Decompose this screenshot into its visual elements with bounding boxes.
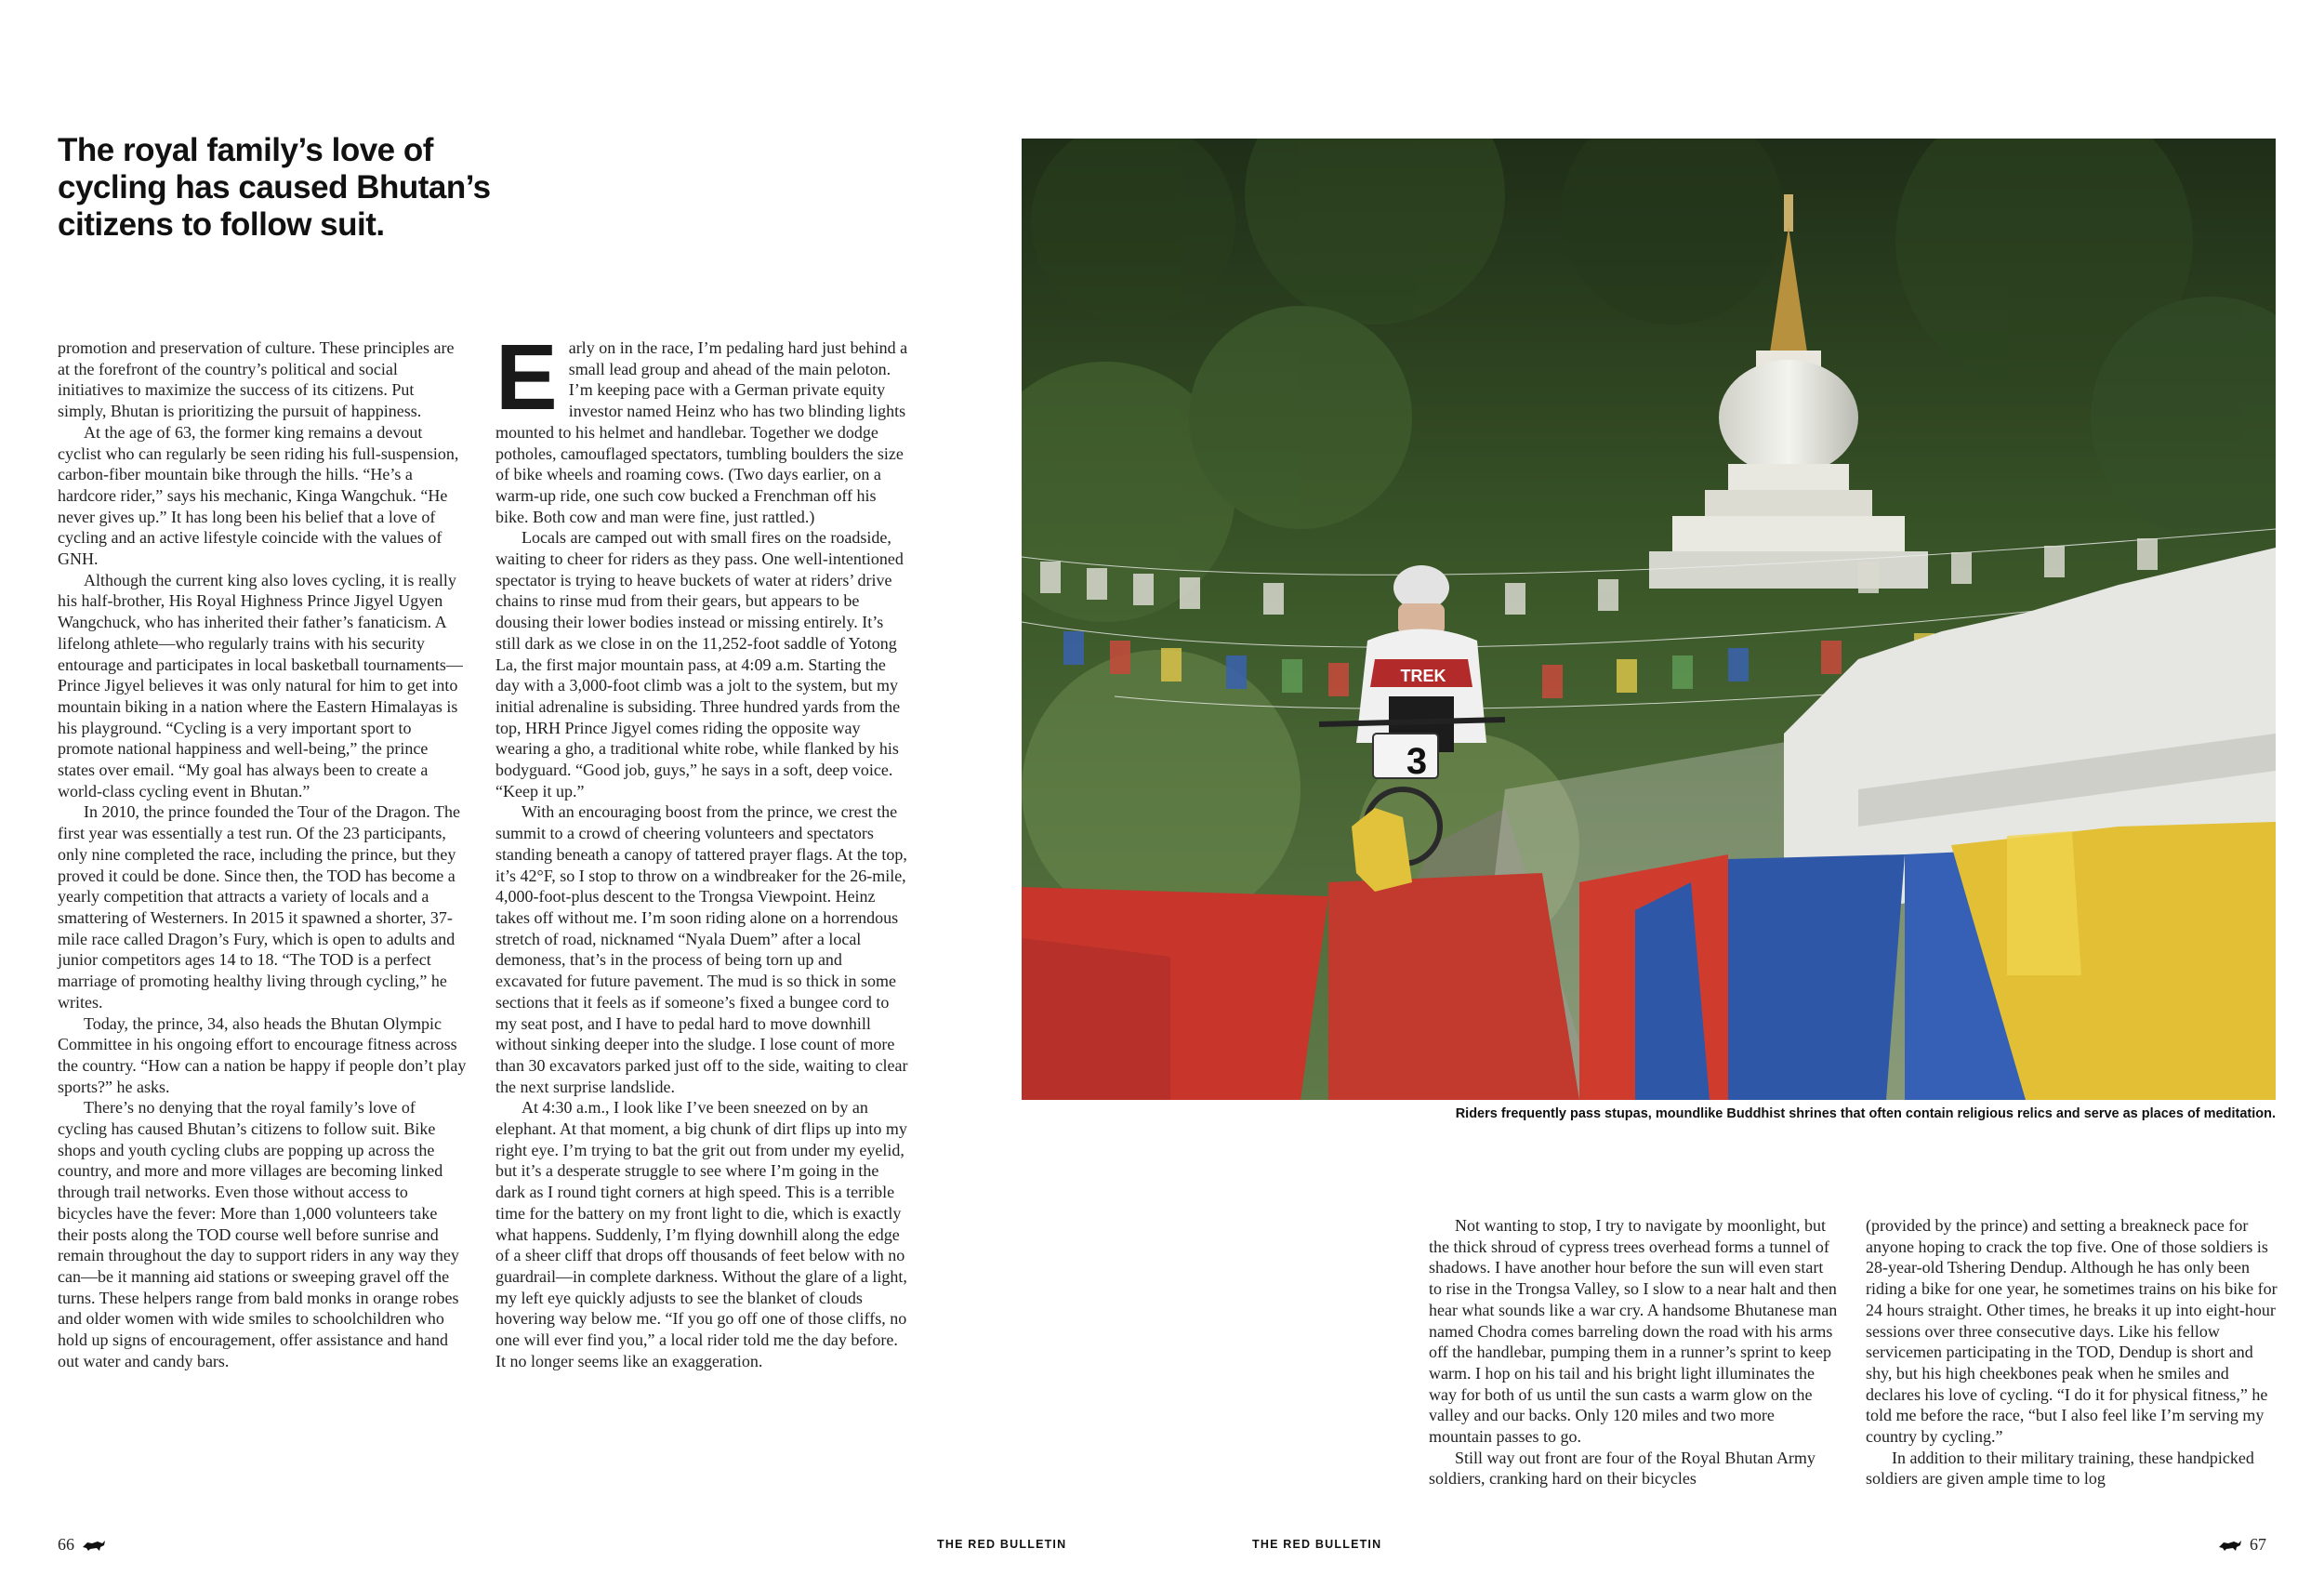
drop-cap: E (495, 325, 558, 430)
paragraph: (provided by the prince) and setting a breakneck pace for anyone hoping to crack the top five. One of those soldiers is 28-year-old Tshering Dendup. Although he has only been riding a bike for one year, he sometimes trains on his bike for 24 hours straight. Other times, he breaks it up into eight-hour sessions over three consecutive days. Like his fellow servicemen participating in the TOD, Dendup is short and shy, but his high cheekbones peak when he smiles and declares his love of cycling. “I do it for physical fitness,” he told me before the race, “but I also feel like I’m serving my country by cycling.” (1866, 1216, 2278, 1447)
paragraph: promotion and preservation of culture. These principles are at the forefront of the country’s political and social initiatives to maximize the success of its citizens. Put simply, Bhutan is prioritizing the pursuit of happiness. (58, 338, 455, 421)
paragraph: At the age of 63, the former king remains a devout cyclist who can regularly be seen riding his full-suspension, carbon-fiber mountain bike through the hills. “He’s a hardcore rider,” says his mechanic, Kinga Wangchuk. “He never gives up.” It has long been his belief that a love of cycling and an active lifestyle coincide with the values of GNH. (58, 422, 459, 569)
paragraph: Locals are camped out with small fires on the roadside, waiting to cheer for riders as they pass. One well-intentioned spectator is trying to heave buckets of water at riders’ drive chains to rinse mud from their gears, but appears to be dousing their lower bodies instead or missing entirely. It’s still dark as we close in on the 11,252-foot saddle of Yotong La, the first major mountain pass, at 4:09 a.m. Starting the day with a 3,000-foot climb was a jolt to the system, but my initial adrenaline is subsiding. Three hundred yards from the top, HRH Prince Jigyel comes riding the opposite way wearing a gho, a traditional white robe, while flanked by his bodyguard. “Good job, guys,” he says in a soft, deep voice. “Keep it up.” (495, 528, 904, 801)
paragraph: Today, the prince, 34, also heads the Bhutan Olympic Committee in his ongoing effort to encourage fitness across the country. “How can a nation be happy if people don’t play sports?” he asks. (58, 1013, 467, 1096)
page-number-right: 67 (2250, 1535, 2266, 1554)
paragraph: Although the current king also loves cycling, it is really his half-brother, His Royal Highness Prince Jigyel Ugyen Wangchuck, who has inherited their father’s fanaticism. A lifelong athlete—who regularly trains with his security entourage and participates in local basketball tournaments—Prince Jigyel believes it was only natural for him to get into mountain biking in a nation where the Eastern Himalayas is his playground. “Cycling is a very important sport to promote national happiness and well-being,” the prince states over email. “My goal has always been to create a world-class cycling event in Bhutan.” (58, 570, 463, 801)
page-number-left: 66 (58, 1535, 74, 1554)
masthead-left: THE RED BULLETIN (937, 1538, 1067, 1551)
masthead-right: THE RED BULLETIN (1252, 1538, 1382, 1551)
pull-quote: The royal family’s love of cycling has caused Bhutan’s citizens to follow suit. (58, 132, 491, 243)
paragraph: arly on in the race, I’m pedaling hard just behind a small lead group and ahead of the main peloton. I’m keeping pace with a German private equity investor named Heinz who has two blinding lights mounted to his helmet and handlebar. Together we dodge potholes, camouflaged spectators, tumbling boulders the size of bike wheels and roaming cows. (Two days earlier, on a warm-up ride, one such cow bucked a Frenchman off his bike. Both cow and man were fine, just rattled.) (495, 338, 908, 526)
red-bull-icon (2218, 1539, 2242, 1552)
paragraph: Still way out front are four of the Royal Bhutan Army soldiers, cranking hard on their bicycles (1429, 1448, 1816, 1489)
photo-caption: Riders frequently pass stupas, moundlike Buddhist shrines that often contain religious relics and serve as places of meditation. (1455, 1106, 2276, 1121)
article-column-3 (1429, 1215, 1838, 1489)
paragraph: With an encouraging boost from the prince, we crest the summit to a crowd of cheering volunteers and spectators standing beneath a canopy of tattered prayer flags. At the top, it’s 42°F, so I stop to throw on a windbreaker for the 26-mile, 4,000-foot-plus descent to the Trongsa Viewpoint. Heinz takes off without me. I’m soon riding alone on a horrendous stretch of road, nicknamed “Nyala Duem” after a local demoness, that’s in the process of being torn up and excavated for future pavement. The mud is so thick in some sections that it feels as if someone’s fixed a bungee cord to my seat post, and I have to pedal hard to move downhill without sinking deeper into the sludge. I lose count of more than 30 excavators parked just off to the side, waiting to clear the next surprise landslide. (495, 802, 908, 1096)
article-column-1 (58, 337, 467, 1371)
cyclist-stupa-photo (1022, 139, 2276, 1100)
paragraph: There’s no denying that the royal family’s love of cycling has caused Bhutan’s citizens to follow suit. Bike shops and youth cycling clubs are popping up across the country, and more and more villages are becoming linked through trail networks. Even those without access to bicycles have the fever: More than 1,000 volunteers take their posts along the TOD course well before sunrise and remain throughout the day to support riders in any way they can—be it manning aid stations or sweeping gravel off the turns. These helpers range from bald monks in orange robes and older women with wide smiles to schoolchildren who hold up signs of encouragement, offer assistance and hand out water and candy bars. (58, 1098, 459, 1370)
article-column-2 (495, 325, 909, 1371)
bib-number: 3 (1406, 741, 1428, 782)
folio-left (58, 1535, 106, 1555)
article-column-4 (1866, 1215, 2278, 1489)
paragraph: At 4:30 a.m., I look like I’ve been sneezed on by an elephant. At that moment, a big chunk of dirt flips up into my right eye. I’m trying to bat the grit out from under my eyelid, but it’s a desperate struggle to see where I’m going in the dark as I round tight corners at high speed. This is a terrible time for the battery on my front light to die, which is exactly what happens. Suddenly, I’m flying downhill along the edge of a sheer cliff that drops off thousands of feet below with no guardrail—in complete darkness. Without the glare of a light, my left eye quickly adjusts to see the blanket of clouds hovering way below me. “If you go off one of those cliffs, no one will ever find you,” a local rider told me the day before. It no longer seems like an exaggeration. (495, 1098, 907, 1370)
paragraph: In 2010, the prince founded the Tour of the Dragon. The first year was essentially a test run. Of the 23 participants, only nine completed the race, including the prince, but they proved it could be done. Since then, the TOD has become a yearly competition that attracts a variety of locals and a smattering of Westerners. In 2015 it spawned a shorter, 37-mile race called Dragon’s Fury, which is open to adults and junior competitors ages 14 to 18. “The TOD is a perfect marriage of promoting healthy living through cycling,” he writes. (58, 802, 460, 1012)
paragraph: In addition to their military training, these handpicked soldiers are given ample time to log (1866, 1448, 2254, 1489)
folio-right (2218, 1535, 2266, 1555)
paragraph: Not wanting to stop, I try to navigate by moonlight, but the thick shroud of cypress trees overhead forms a tunnel of shadows. I have another hour before the sun will even start to rise in the Trongsa Valley, so I slow to a near halt and then hear what sounds like a war cry. A handsome Bhutanese man named Chodra comes barreling down the road with his arms off the handlebar, pumping them in a runner’s sprint to keep warm. I hop on his tail and his bright light illuminates the way for both of us until the sun casts a warm glow on the valley and our backs. Only 120 miles and two more mountain passes to go. (1429, 1216, 1838, 1447)
jersey-text: TREK (1400, 667, 1446, 685)
red-bull-icon (82, 1539, 106, 1552)
